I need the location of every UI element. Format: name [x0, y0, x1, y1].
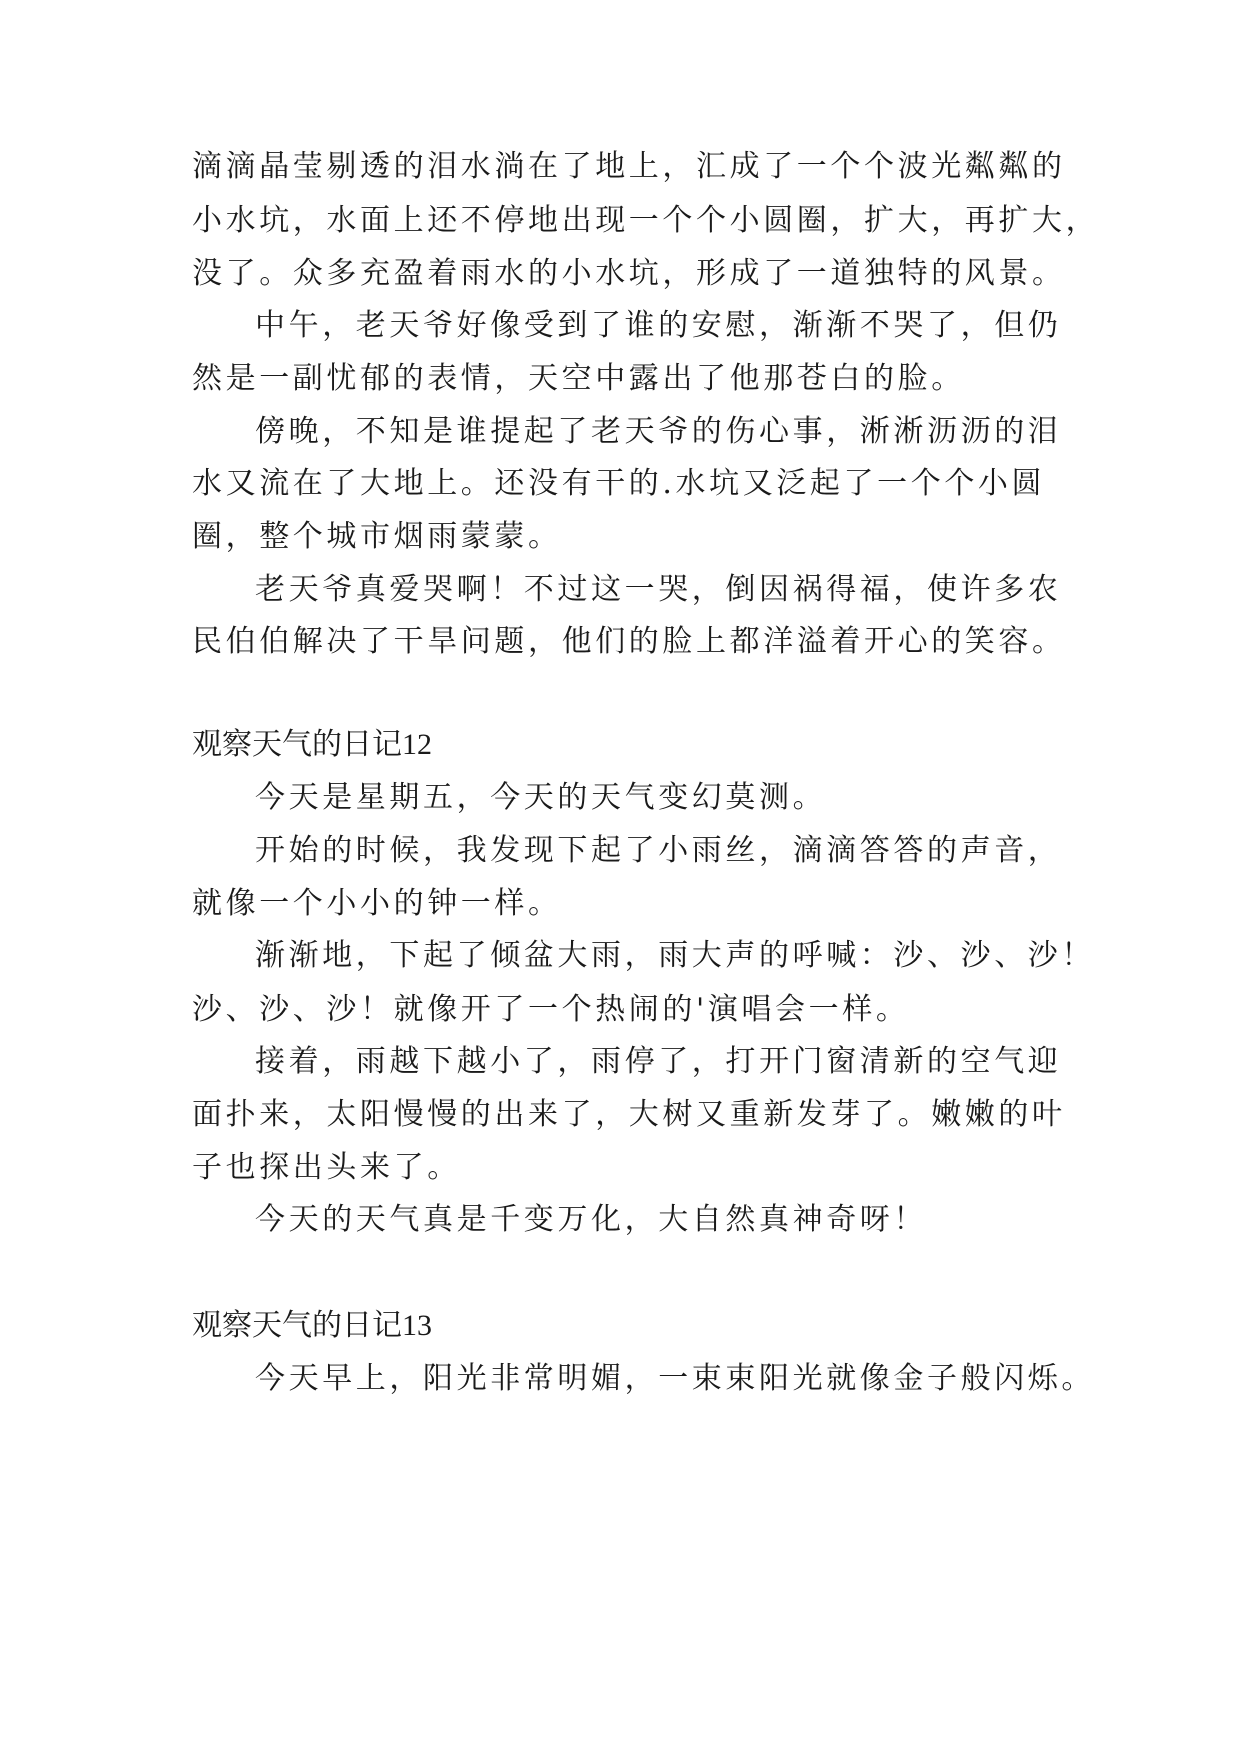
text-line: 小水坑，水面上还不停地出现一个个小圆圈，扩大，再扩大， — [192, 203, 1100, 238]
diary-heading — [192, 725, 1072, 765]
text-line: 就像一个小小的钟一样。 — [192, 886, 562, 921]
text-line: 水又流在了大地上。还没有干的.水坑又泛起了一个个小圆 — [192, 466, 1046, 501]
text-line: 民伯伯解决了干旱问题，他们的脸上都洋溢着开心的笑容。 — [192, 624, 1066, 659]
text-line: 今天的天气真是千变万化，大自然真神奇呀！ — [255, 1202, 927, 1237]
text-line: 今天是星期五，今天的天气变幻莫测。 — [255, 780, 827, 815]
text-line: 滴滴晶莹剔透的泪水淌在了地上，汇成了一个个波光粼粼的 — [192, 149, 1066, 184]
text-line: 圈，整个城市烟雨蒙蒙。 — [192, 519, 562, 554]
text-line: 没了。众多充盈着雨水的小水坑，形成了一道独特的风景。 — [192, 256, 1066, 291]
text-line: 接着，雨越下越小了，雨停了，打开门窗清新的空气迎 — [255, 1044, 1062, 1079]
text-line: 今天早上，阳光非常明媚，一束束阳光就像金子般闪烁。 — [255, 1361, 1095, 1396]
heading-text: 观察天气的日记 — [192, 727, 402, 762]
text-line: 子也探出头来了。 — [192, 1150, 461, 1185]
text-line: 老天爷真爱哭啊！不过这一哭，倒因祸得福，使许多农 — [255, 572, 1062, 607]
text-line: 渐渐地，下起了倾盆大雨，雨大声的呼喊：沙、沙、沙！ — [255, 938, 1095, 973]
text-line: 沙、沙、沙！就像开了一个热闹的'演唱会一样。 — [192, 992, 910, 1027]
heading-number: 12 — [402, 728, 432, 761]
heading-number: 13 — [402, 1309, 432, 1342]
text-line: 然是一副忧郁的表情，天空中露出了他那苍白的脸。 — [192, 361, 965, 396]
diary-heading — [192, 1306, 1072, 1346]
text-line: 中午，老天爷好像受到了谁的安慰，渐渐不哭了，但仍 — [255, 308, 1062, 343]
text-line: 开始的时候，我发现下起了小雨丝，滴滴答答的声音， — [255, 833, 1062, 868]
heading-text: 观察天气的日记 — [192, 1308, 402, 1343]
text-line: 傍晚，不知是谁提起了老天爷的伤心事，淅淅沥沥的泪 — [255, 414, 1062, 449]
text-line: 面扑来，太阳慢慢的出来了，大树又重新发芽了。嫩嫩的叶 — [192, 1097, 1066, 1132]
